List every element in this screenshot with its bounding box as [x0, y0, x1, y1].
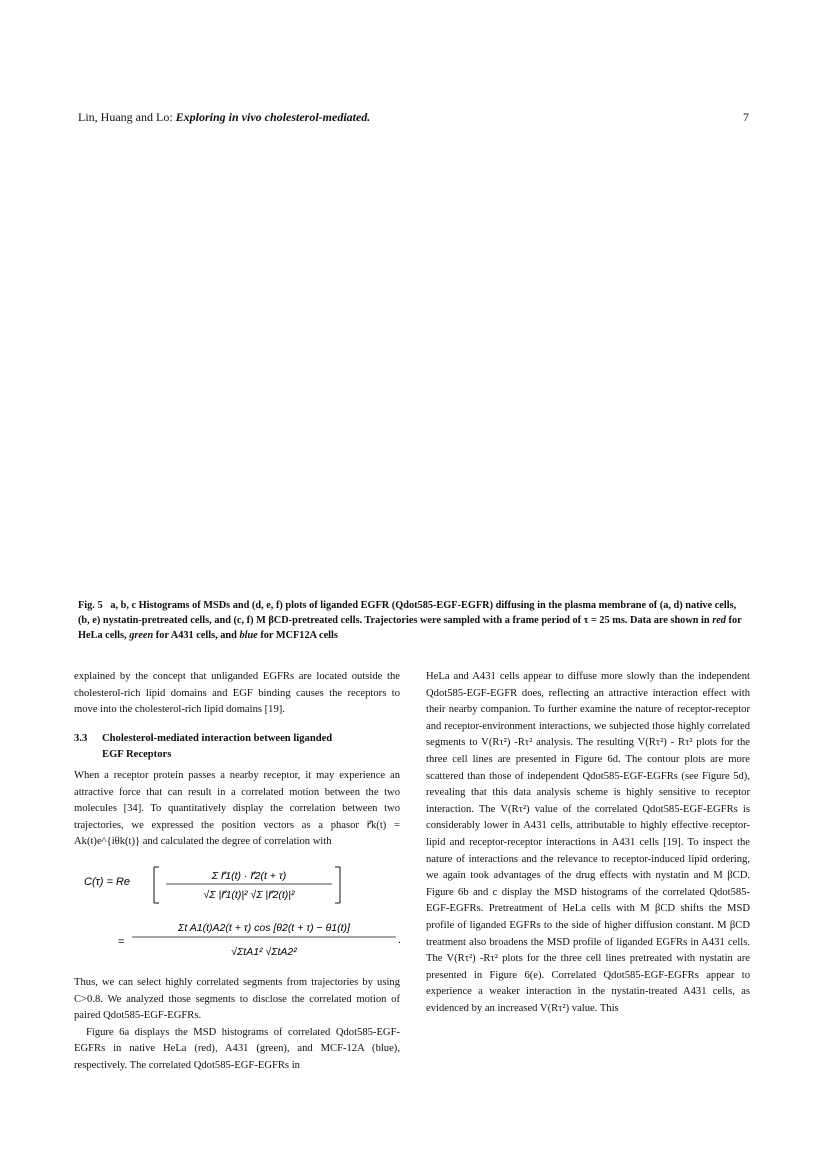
caption-text-4: for MCF12A cells [257, 630, 338, 641]
section-title-line-1: Cholesterol-mediated interaction between liganded [102, 732, 333, 744]
left-paragraph-3: Thus, we can select highly correlated segments from trajectories by using C>0.8. We analyzed those segments to disclose the correlated motion of paired Qdot585-EGF-EGFRs. [74, 976, 400, 1022]
eq-numerator: Σ r⃗1(t) · r⃗2(t + τ) [211, 869, 287, 882]
left-paragraph-4: Figure 6a displays the MSD histograms of correlated Qdot585-EGF-EGFRs in native HeLa (red), A431 (green), and MCF-12A (blue), respectively. The correlated Qdot585-EGF-EGFRs in [74, 1026, 400, 1071]
eq-period: . [398, 933, 402, 946]
left-column [74, 669, 400, 1075]
figure-caption [78, 598, 750, 643]
caption-text-3: for A431 cells, and [153, 630, 240, 641]
histogram-svg-a [78, 136, 283, 326]
header-authors: Lin, Huang and Lo: [78, 110, 173, 124]
section-heading [74, 731, 400, 764]
right-column [426, 669, 750, 1017]
caption-red: red [712, 615, 726, 626]
eq-lhs: C(τ) = Re [84, 875, 130, 888]
section-number: 3.3 [74, 732, 88, 744]
correlation-equation [74, 857, 400, 969]
right-paragraph-1: HeLa and A431 cells appear to diffuse more slowly than the independent Qdot585-EGF-EGFR does, reflecting an attractive interaction effect with their nearby companion. To further examine the nature of receptor-receptor and receptor-environment interactions, we subjected those highly correlated segments to V(Rτ²) -Rτ² analysis. The resulting V(Rτ²) - Rτ² plots for the three cell lines are presented in Figure 6d. The contour plots are more scattered than those of independent Qdot585-EGF-EGFRs (see Figure 5d), revealing that this data analysis scheme is highly sensitive to receptor interaction. The V(Rτ²) value of the correlated Qdot585-EGF-EGFRs is considerably lower in A431 cells, attributable to highly effective receptor-lipid and receptor-receptor interactions in A431 cells [19]. To inspect the nature of interactions and the relevance to receptor-induced lipid ordering, we again took advantages of the drug effects with nystatin and M βCD. Figure 6b and c display the MSD histograms of the correlated Qdot585-EGF-EGFRs. Pretreatment of HeLa cells with M βCD shifts the MSD profile of liganded EGFRs to the side of higher diffusion constant. M βCD treatment also broadens the MSD profile of liganded EGFRs in A431 cells. The V(Rτ²) -Rτ² plots for the three cell lines pretreated with nystatin are presented in Figure 6(e). Correlated Qdot585-EGF-EGFRs appear to experience a weaker interaction in the nystatin-treated A431 cells, as evidenced by an increased V(Rτ²) value. This [426, 671, 750, 1014]
caption-blue: blue [239, 630, 258, 641]
caption-text-1: a, b, c Histograms of MSDs and (d, e, f) plots of liganded EGFR (Qdot585-EGF-EGFR) diffusing in the plasma membrane of (a, d) native cells, (b, e) nystatin-pretreated cells, and (c, f) M βCD-pretreated cells. Trajectories were sampled with a frame period of τ = 25 ms. Data are shown in [78, 600, 737, 626]
eq-denominator: √Σ |r⃗1(t)|² √Σ |r⃗2(t)|² [203, 888, 295, 901]
header-title: Exploring in vivo cholesterol-mediated. [175, 110, 371, 124]
eq-equals: = [118, 935, 125, 948]
section-title-line-2: EGF Receptors [102, 749, 172, 761]
figure-number: Fig. 5 [78, 600, 103, 611]
left-paragraph-2: When a receptor protein passes a nearby receptor, it may experience an attractive force that can result in a correlated motion between the two molecules [34]. To quantitatively display the correlation between two trajectories, we expressed the position vectors as a phasor r⃗k(t) = Ak(t)e^{iθk(t)} and calculated the degree of correlation with [74, 769, 400, 848]
histogram-panel-a [78, 136, 283, 331]
page-number: 7 [743, 110, 749, 124]
eq2-denominator: √ΣtA1² √ΣtA2² [231, 945, 297, 958]
left-paragraph-1: explained by the concept that unliganded EGFRs are located outside the cholesterol-rich lipid domains and EGF binding causes the receptors to move into the cholesterol-rich lipid domains [19]. [74, 671, 400, 716]
caption-green: green [129, 630, 154, 641]
eq2-numerator: Σt A1(t)A2(t + τ) cos [θ2(t + τ) − θ1(t)] [178, 921, 350, 934]
equation-svg [74, 857, 400, 969]
running-header [78, 110, 749, 125]
caption-text-2: for HeLa cells, [78, 615, 742, 641]
